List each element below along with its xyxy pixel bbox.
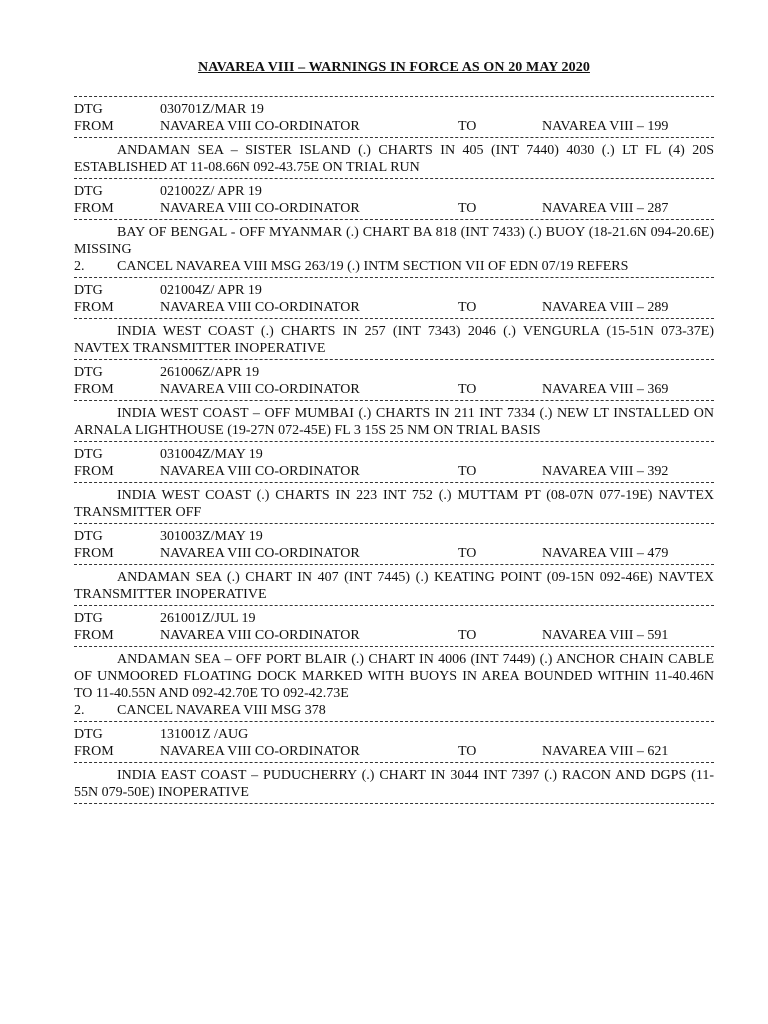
dtg-row (74, 528, 714, 545)
dtg-value: 261006Z/APR 19 (160, 365, 260, 380)
from-row (74, 299, 714, 316)
dtg-value: 301003Z/MAY 19 (160, 529, 263, 544)
dtg-label: DTG (74, 529, 103, 544)
from-value: NAVAREA VIII CO-ORDINATOR (160, 300, 360, 315)
to-label: TO (458, 744, 477, 759)
dtg-row (74, 726, 714, 743)
separator-line (74, 400, 714, 402)
separator-line (74, 178, 714, 180)
warning-text: ANDAMAN SEA (.) CHART IN 407 (INT 7445) (.) KEATING POINT (09-15N 092-46E) NAVTEX TRANSMITTER INOPERATIVE (74, 570, 714, 602)
dtg-row (74, 183, 714, 200)
dtg-value: 030701Z/MAR 19 (160, 102, 264, 117)
warning-block (74, 101, 714, 176)
to-label: TO (458, 119, 477, 134)
warning-block (74, 446, 714, 521)
dtg-value: 131001Z /AUG (160, 727, 249, 742)
from-label: FROM (74, 382, 114, 397)
separator-line (74, 605, 714, 607)
warning-block (74, 364, 714, 439)
warning-extra-item (74, 258, 714, 275)
warning-number: NAVAREA VIII – 591 (542, 628, 669, 643)
dtg-label: DTG (74, 365, 103, 380)
dtg-row (74, 610, 714, 627)
warning-block (74, 282, 714, 357)
from-row (74, 545, 714, 562)
from-value: NAVAREA VIII CO-ORDINATOR (160, 382, 360, 397)
separator-line (74, 482, 714, 484)
from-value: NAVAREA VIII CO-ORDINATOR (160, 464, 360, 479)
warning-text: INDIA WEST COAST (.) CHARTS IN 223 INT 752 (.) MUTTAM PT (08-07N 077-19E) NAVTEX TRANSMITTER OFF (74, 488, 714, 520)
from-label: FROM (74, 546, 114, 561)
separator-line (74, 646, 714, 648)
from-label: FROM (74, 628, 114, 643)
from-row (74, 463, 714, 480)
separator-line (74, 803, 714, 805)
warning-extra-item (74, 702, 714, 719)
from-value: NAVAREA VIII CO-ORDINATOR (160, 744, 360, 759)
separator-line (74, 318, 714, 320)
from-row (74, 200, 714, 217)
warning-text: INDIA EAST COAST – PUDUCHERRY (.) CHART IN 3044 INT 7397 (.) RACON AND DGPS (11-55N 079-50E) INOPERATIVE (74, 768, 714, 800)
from-label: FROM (74, 119, 114, 134)
to-label: TO (458, 201, 477, 216)
warning-number: NAVAREA VIII – 369 (542, 382, 669, 397)
dtg-label: DTG (74, 447, 103, 462)
to-label: TO (458, 546, 477, 561)
warning-block (74, 726, 714, 801)
separator-line (74, 523, 714, 525)
dtg-label: DTG (74, 102, 103, 117)
separator-line (74, 137, 714, 139)
from-row (74, 627, 714, 644)
dtg-row (74, 101, 714, 118)
item-number: 2. (74, 259, 85, 274)
item-text: CANCEL NAVAREA VIII MSG 378 (117, 703, 326, 718)
from-value: NAVAREA VIII CO-ORDINATOR (160, 546, 360, 561)
to-label: TO (458, 628, 477, 643)
dtg-value: 021002Z/ APR 19 (160, 184, 262, 199)
from-value: NAVAREA VIII CO-ORDINATOR (160, 119, 360, 134)
separator-line (74, 721, 714, 723)
dtg-label: DTG (74, 283, 103, 298)
separator-line (74, 564, 714, 566)
dtg-value: 261001Z/JUL 19 (160, 611, 256, 626)
dtg-label: DTG (74, 611, 103, 626)
from-label: FROM (74, 744, 114, 759)
warning-block (74, 610, 714, 719)
from-row (74, 743, 714, 760)
separator-line (74, 441, 714, 443)
warning-number: NAVAREA VIII – 289 (542, 300, 669, 315)
warning-block (74, 183, 714, 275)
separator-line (74, 219, 714, 221)
to-label: TO (458, 382, 477, 397)
to-label: TO (458, 300, 477, 315)
warning-number: NAVAREA VIII – 392 (542, 464, 669, 479)
dtg-row (74, 446, 714, 463)
from-label: FROM (74, 300, 114, 315)
warning-number: NAVAREA VIII – 199 (542, 119, 669, 134)
warning-text: ANDAMAN SEA – SISTER ISLAND (.) CHARTS IN 405 (INT 7440) 4030 (.) LT FL (4) 20S ESTABLISHED AT 11-08.66N 092-43.75E ON TRIAL RUN (74, 143, 714, 175)
item-number: 2. (74, 703, 85, 718)
warning-number: NAVAREA VIII – 621 (542, 744, 669, 759)
warning-text: INDIA WEST COAST (.) CHARTS IN 257 (INT 7343) 2046 (.) VENGURLA (15-51N 073-37E) NAVTEX TRANSMITTER INOPERATIVE (74, 324, 714, 356)
warning-text: ANDAMAN SEA – OFF PORT BLAIR (.) CHART IN 4006 (INT 7449) (.) ANCHOR CHAIN CABLE OF UNMOORED FLOATING DOCK MARKED WITH BUOYS IN AREA BOUNDED WITHIN 11-40.46N TO 11-40.55N AND 092-42.70E TO 092-42.73E (74, 652, 714, 701)
dtg-row (74, 282, 714, 299)
from-row (74, 118, 714, 135)
dtg-label: DTG (74, 184, 103, 199)
from-label: FROM (74, 201, 114, 216)
separator-line (74, 762, 714, 764)
warning-block (74, 528, 714, 603)
separator-line (74, 359, 714, 361)
item-text: CANCEL NAVAREA VIII MSG 263/19 (.) INTM SECTION VII OF EDN 07/19 REFERS (117, 259, 629, 274)
from-value: NAVAREA VIII CO-ORDINATOR (160, 628, 360, 643)
warning-text: INDIA WEST COAST – OFF MUMBAI (.) CHARTS IN 211 INT 7334 (.) NEW LT INSTALLED ON ARNALA LIGHTHOUSE (19-27N 072-45E) FL 3 15S 25 NM ON TRIAL BASIS (74, 406, 714, 438)
separator-line (74, 277, 714, 279)
document-title: NAVAREA VIII – WARNINGS IN FORCE AS ON 20 MAY 2020 (198, 60, 590, 75)
dtg-label: DTG (74, 727, 103, 742)
dtg-row (74, 364, 714, 381)
from-row (74, 381, 714, 398)
separator-line (74, 96, 714, 98)
dtg-value: 021004Z/ APR 19 (160, 283, 262, 298)
from-label: FROM (74, 464, 114, 479)
warning-text: BAY OF BENGAL - OFF MYANMAR (.) CHART BA 818 (INT 7433) (.) BUOY (18-21.6N 094-20.6E) MISSING (74, 225, 714, 257)
warning-number: NAVAREA VIII – 479 (542, 546, 669, 561)
from-value: NAVAREA VIII CO-ORDINATOR (160, 201, 360, 216)
warning-number: NAVAREA VIII – 287 (542, 201, 669, 216)
to-label: TO (458, 464, 477, 479)
warnings-list (74, 94, 714, 808)
dtg-value: 031004Z/MAY 19 (160, 447, 263, 462)
